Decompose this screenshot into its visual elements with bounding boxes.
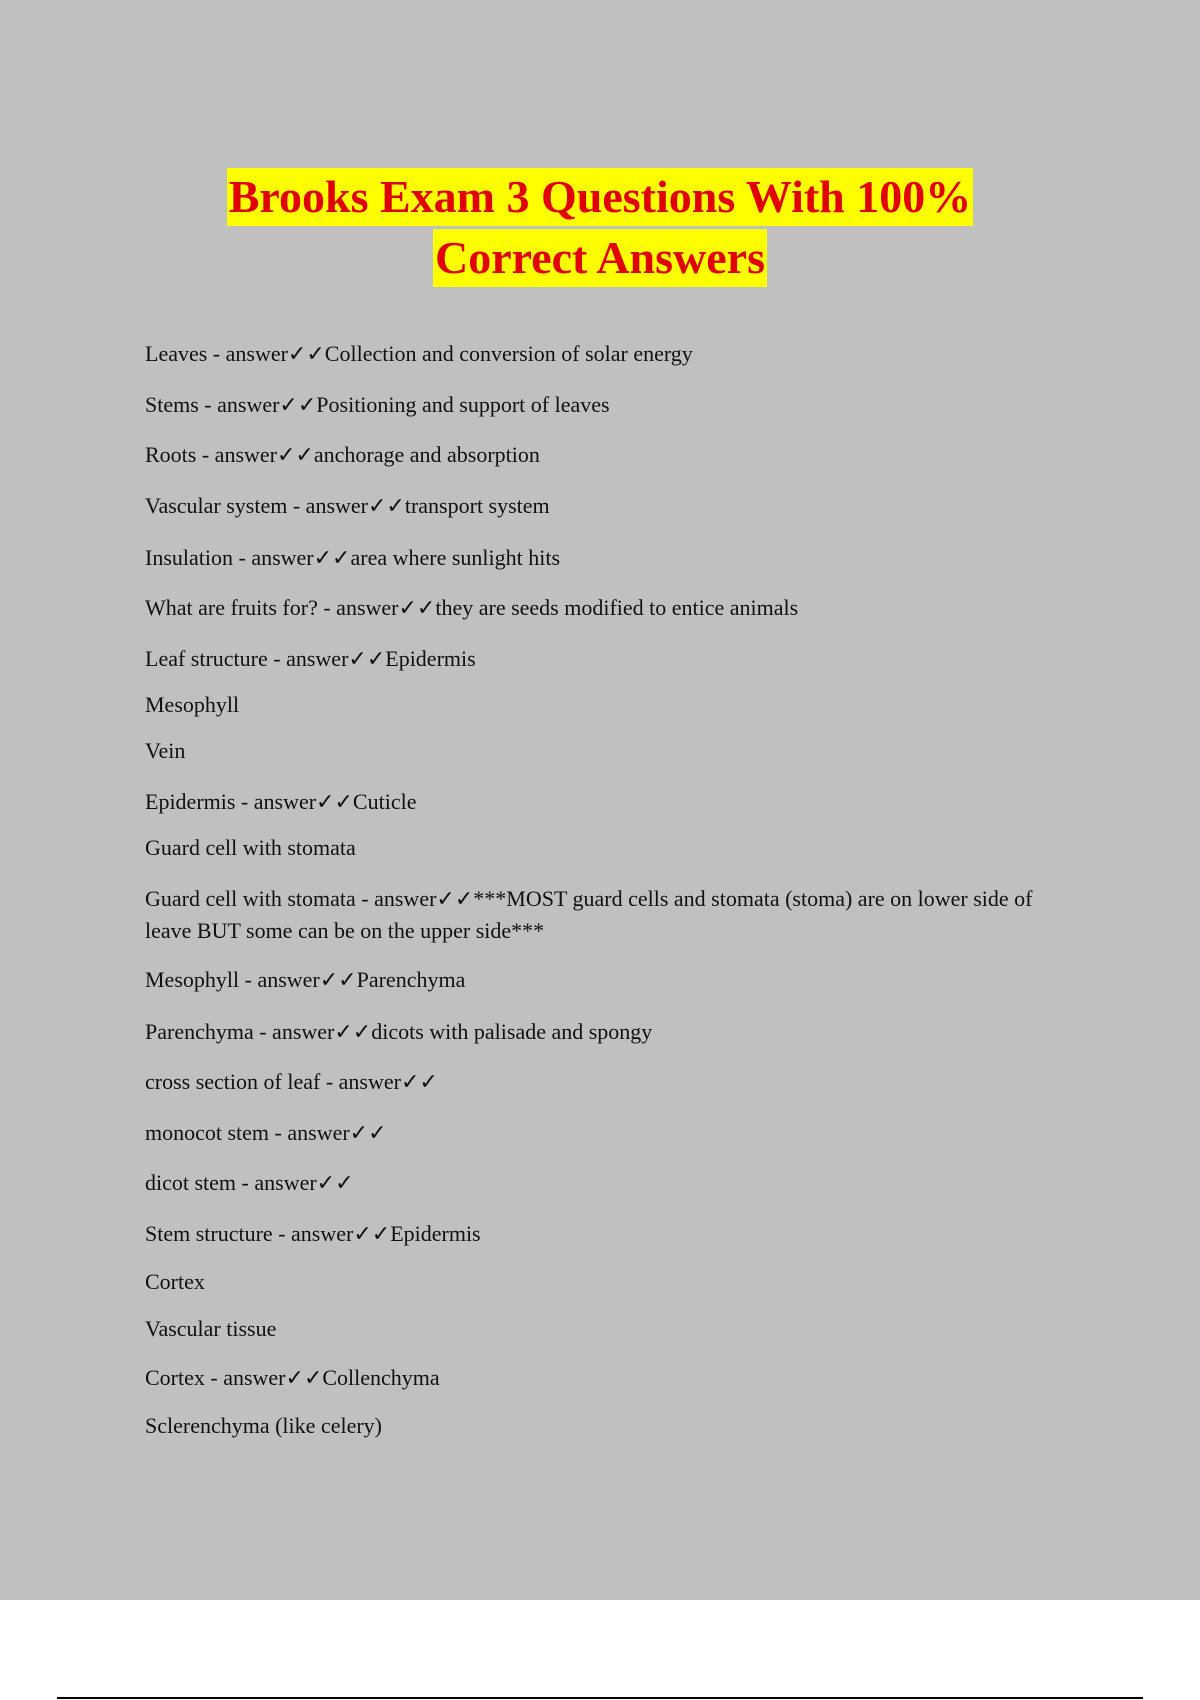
title-line-2: Correct Answers: [433, 229, 767, 287]
page-divider: [57, 1697, 1143, 1699]
qa-entry: Epidermis - answer✓✓Cuticle: [145, 789, 417, 814]
qa-entry: Stems - answer✓✓Positioning and support of leaves: [145, 392, 610, 417]
title-line-1: Brooks Exam 3 Questions With 100%: [227, 168, 974, 226]
qa-entry: Guard cell with stomata: [145, 835, 356, 860]
qa-entry: Mesophyll - answer✓✓Parenchyma: [145, 967, 466, 992]
qa-entry: Vein: [145, 738, 186, 763]
qa-entry: Roots - answer✓✓anchorage and absorption: [145, 442, 540, 467]
qa-entry: dicot stem - answer✓✓: [145, 1170, 354, 1195]
qa-entry: cross section of leaf - answer✓✓: [145, 1069, 438, 1094]
qa-entry: Leaves - answer✓✓Collection and conversion of solar energy: [145, 341, 693, 366]
qa-entry: Insulation - answer✓✓area where sunlight hits: [145, 545, 561, 570]
qa-entry: Mesophyll: [145, 692, 240, 717]
qa-entry: Sclerenchyma (like celery): [145, 1413, 382, 1438]
qa-entry: Vascular tissue: [145, 1316, 277, 1341]
qa-entry: What are fruits for? - answer✓✓they are seeds modified to entice animals: [145, 595, 799, 620]
qa-entry: Vascular system - answer✓✓transport system: [145, 493, 550, 518]
qa-entry: Cortex - answer✓✓Collenchyma: [145, 1365, 440, 1390]
document-title: [0, 168, 1200, 290]
qa-entry: Guard cell with stomata - answer✓✓***MOST guard cells and stomata (stoma) are on lower side of leave BUT some can be on the upper side***: [145, 886, 1033, 943]
qa-entry: Stem structure - answer✓✓Epidermis: [145, 1221, 481, 1246]
qa-entry: Cortex: [145, 1269, 205, 1294]
qa-entry: Leaf structure - answer✓✓Epidermis: [145, 646, 476, 671]
qa-entry: monocot stem - answer✓✓: [145, 1120, 387, 1145]
qa-entry: Parenchyma - answer✓✓dicots with palisade and spongy: [145, 1019, 653, 1044]
